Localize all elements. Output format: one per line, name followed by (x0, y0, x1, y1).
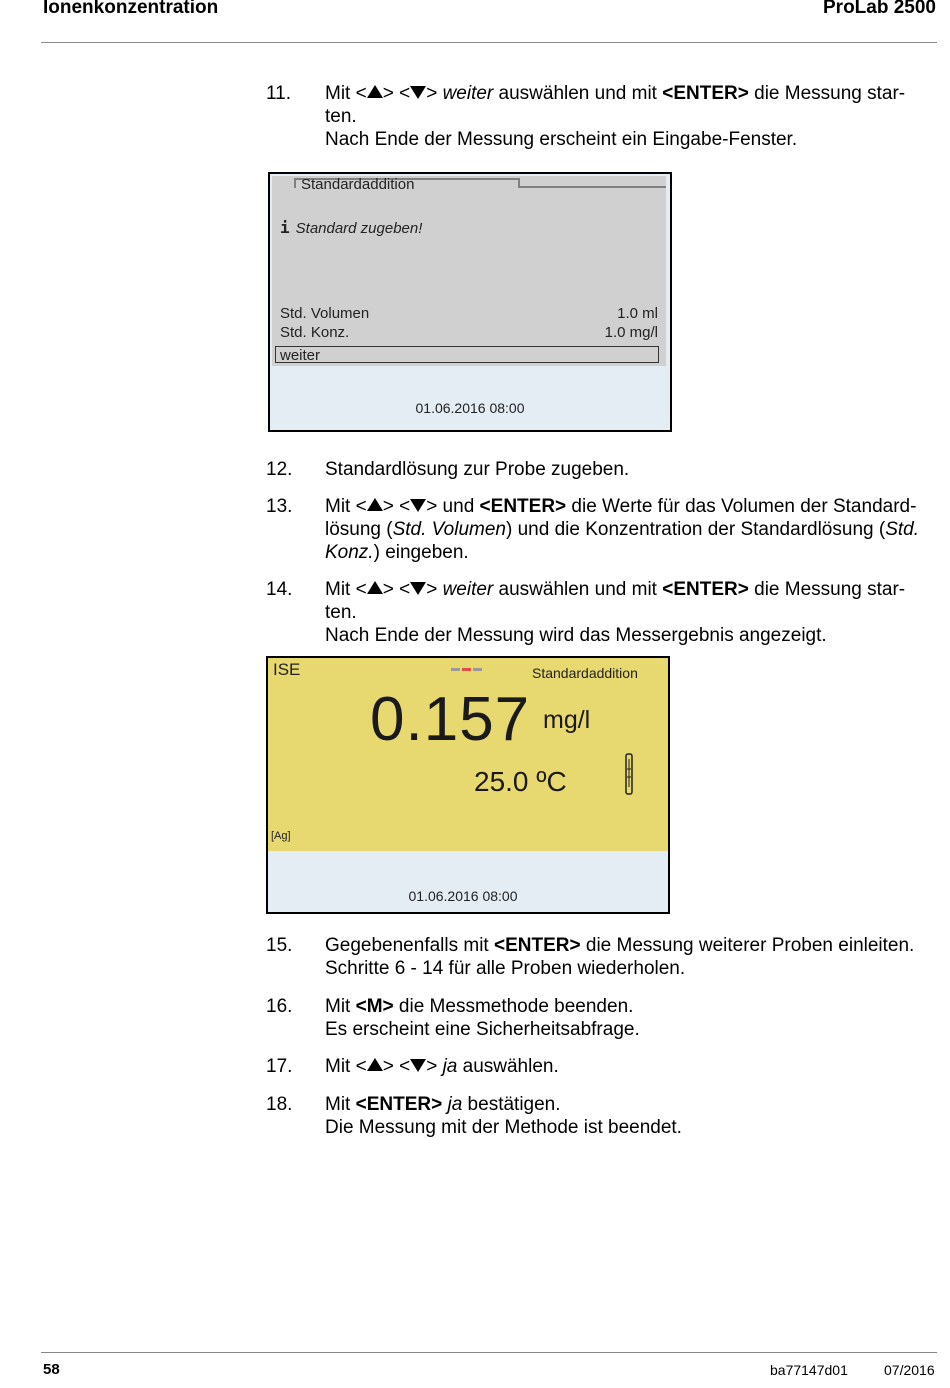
arrow-down-icon (410, 86, 426, 99)
key-name: <ENTER> (662, 83, 749, 104)
status-datetime: 01.06.2016 08:00 (408, 888, 518, 904)
continue-menu-item[interactable]: weiter (275, 346, 659, 363)
header-product-name: ProLab 2500 (823, 0, 936, 18)
arrow-up-icon (367, 1058, 383, 1071)
step-text: > (426, 579, 443, 600)
step-text: > < (382, 579, 411, 600)
info-message (280, 218, 422, 237)
measured-value: 0.157 (370, 685, 531, 754)
step-text: die Messung weiterer Proben einleiten. (580, 935, 915, 956)
step-text: Es erscheint eine Sicherheitsabfrage. (325, 1019, 640, 1040)
menu-term: Std. Volumen (392, 519, 506, 540)
temperature-unit: ºC (536, 766, 567, 797)
step-number: 14. (266, 579, 293, 600)
step-text: > < (382, 83, 411, 104)
temperature-value: 25.0 (474, 766, 529, 797)
step-text: Mit < (325, 579, 367, 600)
key-name: <ENTER> (479, 496, 567, 517)
screen-title: Standardaddition (301, 176, 415, 193)
step-text: Mit (325, 1094, 356, 1115)
setting-row-volume[interactable] (280, 305, 658, 322)
menu-term: ja (442, 1056, 458, 1077)
footer-rule (41, 1352, 937, 1353)
step-number: 16. (266, 996, 293, 1017)
ion-label: [Ag] (271, 830, 291, 842)
arrow-up-icon (367, 85, 383, 98)
step-text: Die Messung mit der Methode ist beendet. (325, 1117, 682, 1138)
step-text: > < (382, 1056, 411, 1077)
step-number: 13. (266, 496, 293, 517)
step-text: auswählen. (457, 1056, 559, 1077)
step-text: Mit (325, 996, 356, 1017)
step-number: 17. (266, 1056, 293, 1077)
setting-value: 1.0 mg/l (604, 324, 658, 341)
step-text: Mit < (325, 496, 367, 517)
step-number: 12. (266, 459, 293, 480)
step-18 (266, 1093, 930, 1139)
step-text: Standardlösung zur Probe zugeben. (325, 459, 630, 480)
menu-term: Konz. (325, 542, 374, 563)
document-date: 07/2016 (884, 1362, 935, 1378)
step-text: die Messmethode beenden. (393, 996, 634, 1017)
setting-label: Std. Konz. (280, 324, 350, 341)
menu-term: ja (447, 1094, 463, 1115)
step-number: 18. (266, 1094, 293, 1115)
device-screen-result (266, 656, 670, 914)
step-text: ten. (325, 602, 357, 623)
step-text: die Messung star- (748, 83, 906, 104)
step-11 (266, 82, 930, 151)
step-text: > (426, 83, 443, 104)
menu-term: Std. (885, 519, 919, 540)
step-text: bestätigen. (462, 1094, 561, 1115)
step-text: > (426, 1056, 443, 1077)
step-text: ) eingeben. (373, 542, 469, 563)
setting-label: Std. Volumen (280, 305, 370, 322)
document-id: ba77147d01 (770, 1362, 848, 1378)
step-15 (266, 934, 930, 980)
menu-term: weiter (442, 83, 494, 104)
step-17 (266, 1055, 930, 1078)
step-text: die Messung star- (748, 579, 906, 600)
step-16 (266, 995, 930, 1041)
arrow-down-icon (410, 499, 426, 512)
step-text: Schritte 6 - 14 für alle Proben wiederholen. (325, 958, 686, 979)
step-text: auswählen und mit (493, 579, 663, 600)
step-text: lösung ( (325, 519, 393, 540)
measured-unit: mg/l (543, 706, 591, 734)
step-text: Gegebenenfalls mit (325, 935, 494, 956)
step-12 (266, 458, 930, 481)
temperature-readout (474, 766, 567, 798)
step-text: auswählen und mit (493, 83, 663, 104)
step-text: die Werte für das Volumen der Standard- (566, 496, 917, 517)
step-text: ) und die Konzentration der Standardlösung ( (505, 519, 886, 540)
setting-value: 1.0 ml (617, 305, 658, 322)
header-rule (41, 42, 937, 43)
arrow-down-icon (410, 1059, 426, 1072)
step-number: 11. (266, 83, 292, 104)
electrode-probe-icon (624, 753, 634, 797)
page-number: 58 (43, 1361, 60, 1378)
key-name: <ENTER> (662, 579, 749, 600)
method-label: Standardaddition (532, 665, 638, 681)
mode-label: ISE (273, 660, 301, 679)
header-section-title: Ionenkonzentration (43, 0, 219, 18)
tab-border (518, 186, 666, 188)
step-text: ten. (325, 106, 357, 127)
step-13 (266, 495, 930, 564)
info-text: Standard zugeben! (295, 220, 423, 237)
step-text: > und (426, 496, 480, 517)
menu-term: weiter (442, 579, 494, 600)
key-name: <ENTER> (355, 1094, 443, 1115)
arrow-up-icon (367, 581, 383, 594)
step-text: Mit < (325, 83, 367, 104)
status-datetime: 01.06.2016 08:00 (415, 400, 525, 416)
key-name: <ENTER> (494, 935, 581, 956)
arrow-down-icon (410, 582, 426, 595)
info-icon: i (280, 218, 290, 237)
setting-row-concentration[interactable] (280, 324, 658, 341)
step-number: 15. (266, 935, 293, 956)
step-text: Nach Ende der Messung erscheint ein Eingabe-Fenster. (325, 129, 798, 150)
step-text: Mit < (325, 1056, 367, 1077)
status-indicator-icon (451, 658, 484, 676)
step-text: > < (382, 496, 411, 517)
step-text: Nach Ende der Messung wird das Messergebnis angezeigt. (325, 625, 827, 646)
device-screen-input (268, 172, 672, 432)
step-14 (266, 578, 930, 647)
key-name: <M> (355, 996, 394, 1017)
arrow-up-icon (367, 498, 383, 511)
